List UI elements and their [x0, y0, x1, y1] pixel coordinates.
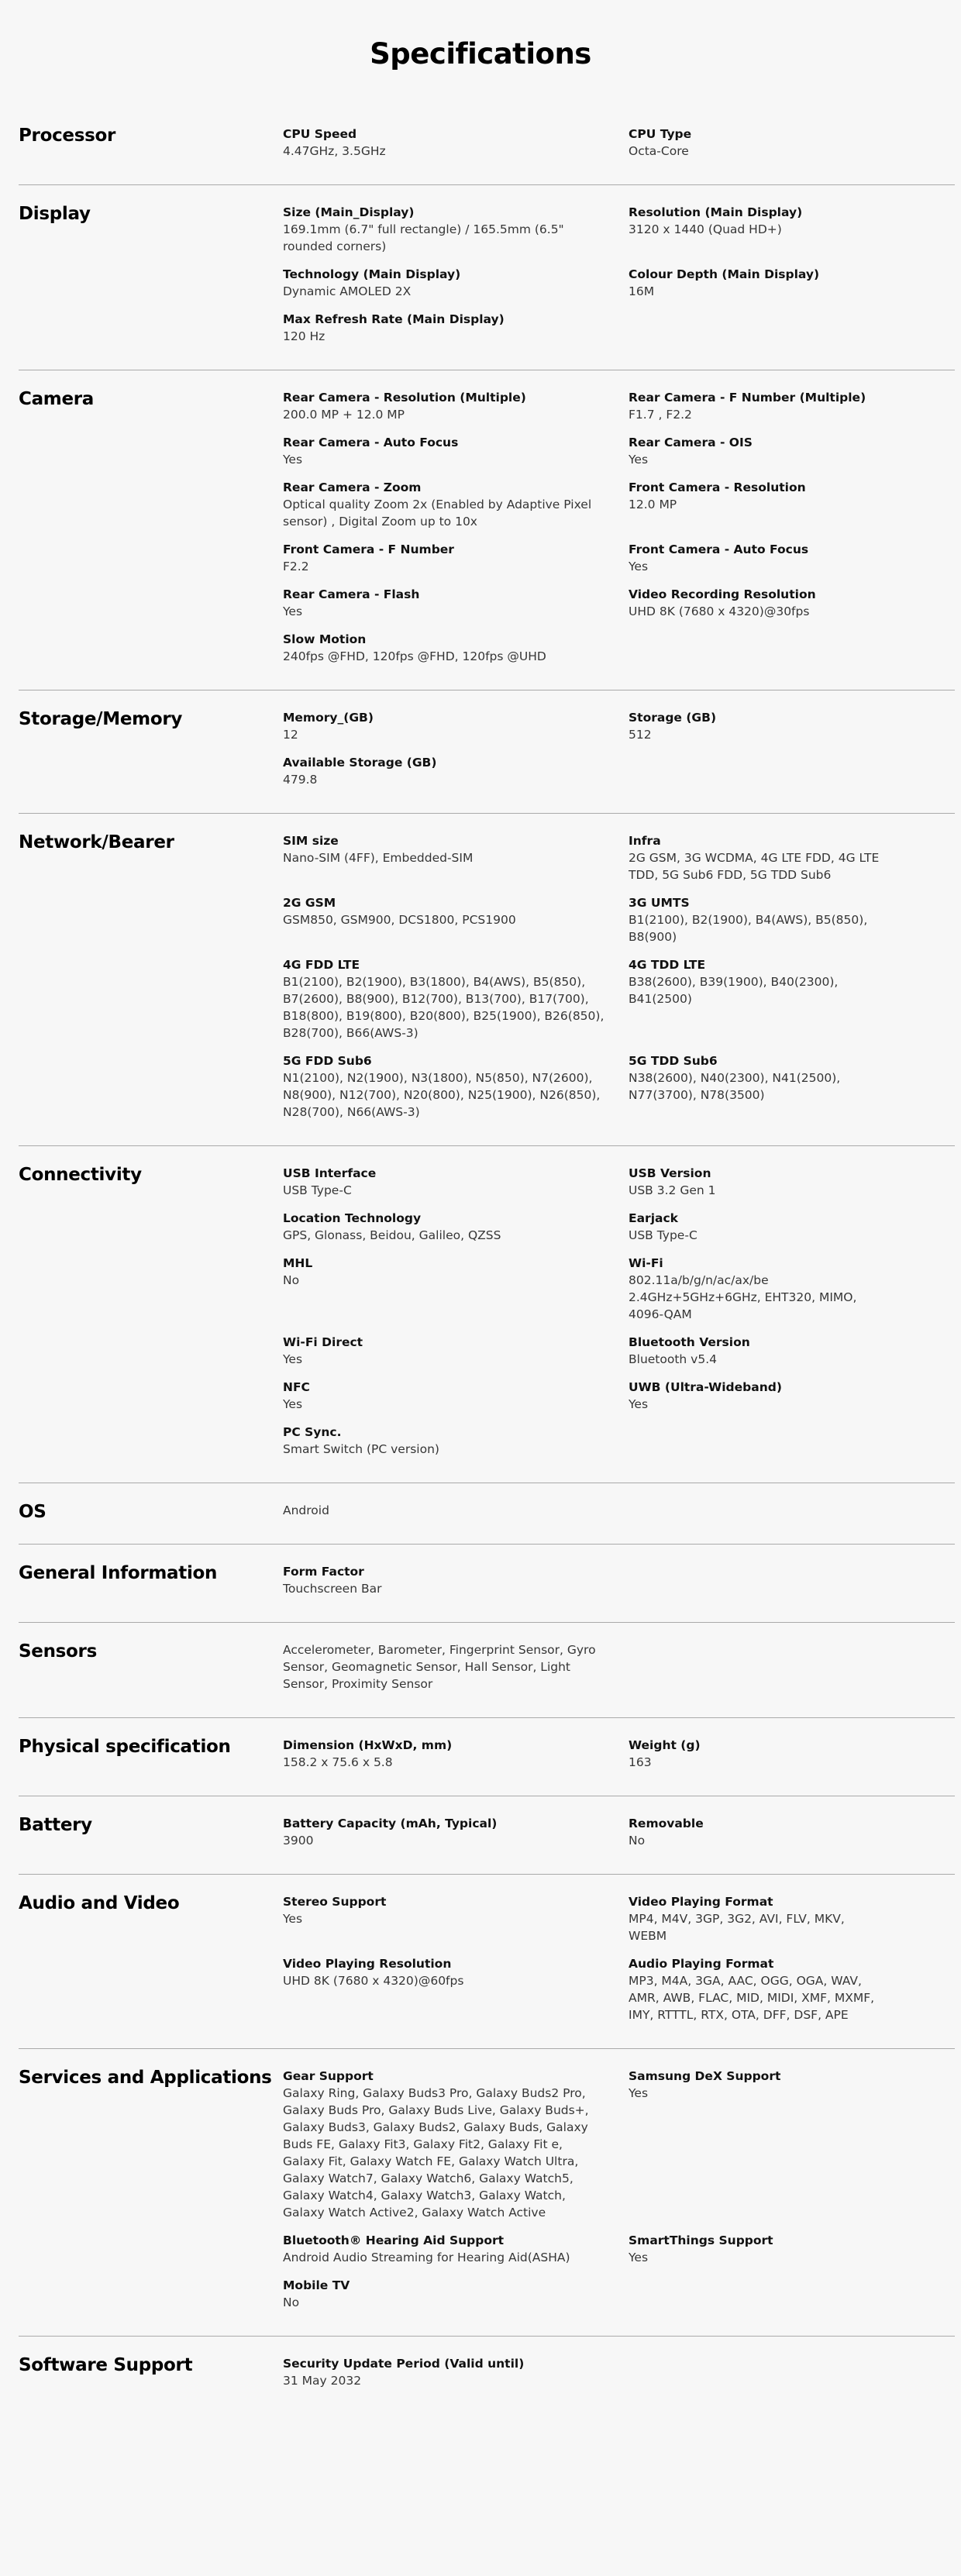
- spec-label: CPU Speed: [283, 127, 357, 141]
- spec-value: Yes: [629, 453, 649, 467]
- spec-item: [629, 389, 908, 423]
- spec-label: Storage (GB): [629, 711, 717, 725]
- spec-value: B1(2100), B2(1900), B4(AWS), B5(850), B8(900): [629, 913, 868, 944]
- spec-item: [283, 311, 629, 345]
- spec-section-physical-specification: [19, 1717, 955, 1796]
- spec-item: [283, 2355, 629, 2389]
- spec-section-connectivity: [19, 1145, 955, 1483]
- section-title: Services and Applications: [19, 2068, 272, 2088]
- spec-section-processor: [19, 85, 955, 184]
- spec-value: Nano-SIM (4FF), Embedded-SIM: [283, 851, 474, 865]
- spec-item: [629, 1379, 908, 1413]
- spec-grid: [283, 1815, 955, 1849]
- spec-label: Video Recording Resolution: [629, 587, 816, 601]
- spec-item: [283, 1424, 629, 1458]
- spec-value: Yes: [283, 1397, 303, 1411]
- spec-label: Gear Support: [283, 2069, 374, 2083]
- spec-label: Rear Camera - Flash: [283, 587, 420, 601]
- spec-value: 802.11a/b/g/n/ac/ax/be 2.4GHz+5GHz+6GHz, EHT320, MIMO, 4096-QAM: [629, 1273, 857, 1321]
- spec-value: 479.8: [283, 773, 318, 787]
- spec-value: Galaxy Ring, Galaxy Buds3 Pro, Galaxy Buds2 Pro, Galaxy Buds Pro, Galaxy Buds Live, Galaxy Buds+, Galaxy Buds3, Galaxy Buds2, Galaxy Buds, Galaxy Buds FE, Galaxy Fit3, Galaxy Fit2, Galaxy Fit e, Galaxy Fit, Galaxy Watch FE, Galaxy Watch Ultra, Galaxy Watch7, Galaxy Watch6, Galaxy Watch5, Galaxy Watch4, Galaxy Watch3, Galaxy Watch, Galaxy Watch Active2, Galaxy Watch Active: [283, 2086, 589, 2220]
- spec-label: Front Camera - Resolution: [629, 480, 806, 494]
- section-title: Sensors: [19, 1641, 97, 1662]
- spec-label: Weight (g): [629, 1738, 701, 1752]
- spec-item: [283, 2232, 629, 2266]
- spec-value: UHD 8K (7680 x 4320)@60fps: [283, 1974, 464, 1988]
- spec-item: [283, 2277, 629, 2311]
- spec-value: 12: [283, 728, 298, 742]
- spec-item: [283, 1641, 629, 1693]
- spec-value: Yes: [283, 604, 303, 618]
- spec-item: [629, 126, 908, 160]
- spec-label: Size (Main_Display): [283, 205, 415, 219]
- spec-item: [283, 1379, 629, 1413]
- spec-label: Rear Camera - OIS: [629, 436, 753, 449]
- spec-label: UWB (Ultra-Wideband): [629, 1380, 782, 1394]
- section-title: OS: [19, 1502, 46, 1522]
- spec-value: 200.0 MP + 12.0 MP: [283, 408, 405, 422]
- spec-label: Available Storage (GB): [283, 756, 437, 770]
- spec-item: [283, 1210, 629, 1244]
- spec-label: 4G FDD LTE: [283, 958, 360, 972]
- spec-section-sensors: [19, 1622, 955, 1717]
- spec-label: Rear Camera - F Number (Multiple): [629, 391, 866, 405]
- spec-label: Resolution (Main Display): [629, 205, 803, 219]
- spec-item: [283, 266, 629, 300]
- spec-item: [629, 1052, 908, 1121]
- spec-label: CPU Type: [629, 127, 692, 141]
- spec-label: Memory_(GB): [283, 711, 374, 725]
- section-title: Processor: [19, 126, 116, 146]
- spec-label: USB Interface: [283, 1166, 377, 1180]
- spec-item: [629, 1815, 908, 1849]
- spec-label: Rear Camera - Resolution (Multiple): [283, 391, 526, 405]
- spec-section-general-information: [19, 1544, 955, 1622]
- section-title: Storage/Memory: [19, 709, 183, 729]
- spec-value: 3120 x 1440 (Quad HD+): [629, 222, 782, 236]
- spec-value: 12.0 MP: [629, 498, 677, 511]
- spec-label: Battery Capacity (mAh, Typical): [283, 1817, 498, 1830]
- spec-value: B38(2600), B39(1900), B40(2300), B41(2500): [629, 975, 839, 1006]
- spec-item: [283, 1955, 629, 2023]
- spec-section-services-and-applications: [19, 2048, 955, 2336]
- spec-grid: [283, 709, 955, 788]
- spec-item: [283, 389, 629, 423]
- spec-item: [283, 754, 629, 788]
- spec-value: Accelerometer, Barometer, Fingerprint Sensor, Gyro Sensor, Geomagnetic Sensor, Hall Sensor, Light Sensor, Proximity Sensor: [283, 1643, 596, 1691]
- spec-section-software-support: [19, 2336, 955, 2414]
- spec-value: USB 3.2 Gen 1: [629, 1183, 716, 1197]
- spec-value: GPS, Glonass, Beidou, Galileo, QZSS: [283, 1228, 501, 1242]
- spec-value: Optical quality Zoom 2x (Enabled by Adaptive Pixel sensor) , Digital Zoom up to 10x: [283, 498, 592, 529]
- spec-label: SIM size: [283, 834, 339, 848]
- spec-value: UHD 8K (7680 x 4320)@30fps: [629, 604, 810, 618]
- spec-item: [283, 1052, 629, 1121]
- spec-value: 240fps @FHD, 120fps @FHD, 120fps @UHD: [283, 649, 546, 663]
- page-title: Specifications: [370, 37, 591, 71]
- spec-item: [629, 1165, 908, 1199]
- spec-value: No: [283, 1273, 300, 1287]
- spec-label: Max Refresh Rate (Main Display): [283, 312, 505, 326]
- spec-grid: [283, 126, 955, 160]
- spec-item: [283, 1165, 629, 1199]
- spec-item: [283, 1815, 629, 1849]
- spec-value: Yes: [283, 1352, 303, 1366]
- spec-label: Video Playing Format: [629, 1895, 773, 1909]
- spec-item: [629, 1893, 908, 1944]
- spec-value: USB Type-C: [283, 1183, 352, 1197]
- spec-value: 120 Hz: [283, 329, 326, 343]
- section-title: Network/Bearer: [19, 832, 174, 852]
- spec-value: Octa-Core: [629, 144, 689, 158]
- spec-value: Yes: [283, 453, 303, 467]
- spec-item: [629, 1210, 908, 1244]
- spec-label: PC Sync.: [283, 1425, 342, 1439]
- spec-grid: [283, 2068, 955, 2311]
- spec-grid: [283, 2355, 955, 2389]
- spec-label: 5G FDD Sub6: [283, 1054, 372, 1068]
- spec-label: Audio Playing Format: [629, 1957, 774, 1971]
- spec-item: [629, 586, 908, 620]
- spec-grid: [283, 1737, 955, 1771]
- spec-label: Front Camera - F Number: [283, 542, 454, 556]
- spec-section-battery: [19, 1796, 955, 1874]
- spec-value: Smart Switch (PC version): [283, 1442, 439, 1456]
- spec-value: F1.7 , F2.2: [629, 408, 692, 422]
- spec-value: Touchscreen Bar: [283, 1582, 382, 1596]
- spec-label: 3G UMTS: [629, 896, 690, 910]
- spec-item: [629, 1955, 908, 2023]
- spec-label: Wi-Fi: [629, 1256, 663, 1270]
- spec-value: MP3, M4A, 3GA, AAC, OGG, OGA, WAV, AMR, AWB, FLAC, MID, MIDI, XMF, MXMF, IMY, RTTTL, RTX, OTA, DFF, DSF, APE: [629, 1974, 875, 2022]
- spec-item: [629, 434, 908, 468]
- spec-value: GSM850, GSM900, DCS1800, PCS1900: [283, 913, 516, 927]
- spec-grid: [283, 1165, 955, 1458]
- spec-value: F2.2: [283, 560, 309, 573]
- spec-label: Stereo Support: [283, 1895, 387, 1909]
- spec-value: Bluetooth v5.4: [629, 1352, 717, 1366]
- spec-item: [283, 1563, 629, 1597]
- spec-label: Mobile TV: [283, 2278, 350, 2292]
- spec-item: [283, 434, 629, 468]
- spec-label: SmartThings Support: [629, 2233, 773, 2247]
- spec-item: [629, 2232, 908, 2266]
- section-title: Audio and Video: [19, 1893, 180, 1913]
- spec-label: 4G TDD LTE: [629, 958, 706, 972]
- spec-section-display: [19, 184, 955, 370]
- spec-value: Android Audio Streaming for Hearing Aid(ASHA): [283, 2251, 570, 2264]
- spec-label: Slow Motion: [283, 632, 367, 646]
- spec-label: Front Camera - Auto Focus: [629, 542, 809, 556]
- spec-value: MP4, M4V, 3GP, 3G2, AVI, FLV, MKV, WEBM: [629, 1912, 845, 1943]
- spec-label: Rear Camera - Auto Focus: [283, 436, 459, 449]
- spec-section-network-bearer: [19, 813, 955, 1145]
- spec-label: Dimension (HxWxD, mm): [283, 1738, 453, 1752]
- spec-section-camera: [19, 370, 955, 690]
- spec-item: [283, 541, 629, 575]
- spec-item: [629, 204, 908, 255]
- spec-label: Earjack: [629, 1211, 678, 1225]
- section-title: Software Support: [19, 2355, 193, 2375]
- spec-item: [283, 894, 629, 945]
- spec-value: B1(2100), B2(1900), B3(1800), B4(AWS), B5(850), B7(2600), B8(900), B12(700), B13(700), B17(700), B18(800), B19(800), B20(800), B25(1900), B26(850), B28(700), B66(AWS-3): [283, 975, 604, 1040]
- spec-item: [629, 541, 908, 575]
- spec-label: MHL: [283, 1256, 313, 1270]
- spec-label: Infra: [629, 834, 661, 848]
- spec-grid: [283, 1563, 955, 1597]
- spec-label: Bluetooth® Hearing Aid Support: [283, 2233, 505, 2247]
- spec-item: [629, 2068, 908, 2221]
- spec-item: [629, 709, 908, 743]
- spec-value: 158.2 x 75.6 x 5.8: [283, 1755, 393, 1769]
- spec-value: 16M: [629, 284, 655, 298]
- spec-value: USB Type-C: [629, 1228, 698, 1242]
- spec-value: Yes: [629, 1397, 649, 1411]
- spec-value: N38(2600), N40(2300), N41(2500), N77(3700), N78(3500): [629, 1071, 841, 1102]
- spec-value: N1(2100), N2(1900), N3(1800), N5(850), N7(2600), N8(900), N12(700), N20(800), N25(1900), N26(850), N28(700), N66(AWS-3): [283, 1071, 601, 1119]
- spec-label: Rear Camera - Zoom: [283, 480, 422, 494]
- spec-label: Removable: [629, 1817, 704, 1830]
- spec-item: [283, 1893, 629, 1944]
- spec-item: [629, 1334, 908, 1368]
- spec-item: [283, 709, 629, 743]
- spec-label: Video Playing Resolution: [283, 1957, 452, 1971]
- spec-label: 5G TDD Sub6: [629, 1054, 718, 1068]
- spec-value: Android: [283, 1503, 329, 1517]
- spec-item: [283, 2068, 629, 2221]
- spec-value: 4.47GHz, 3.5GHz: [283, 144, 386, 158]
- section-title: Connectivity: [19, 1165, 142, 1185]
- section-title: Physical specification: [19, 1737, 231, 1757]
- spec-item: [283, 1502, 629, 1519]
- spec-item: [629, 894, 908, 945]
- spec-item: [629, 832, 908, 883]
- spec-value: 3900: [283, 1834, 314, 1848]
- spec-item: [283, 1737, 629, 1771]
- spec-label: Bluetooth Version: [629, 1335, 750, 1349]
- section-title: Battery: [19, 1815, 92, 1835]
- spec-label: Form Factor: [283, 1565, 364, 1579]
- spec-label: Samsung DeX Support: [629, 2069, 781, 2083]
- spec-item: [283, 956, 629, 1042]
- spec-item: [629, 1737, 908, 1771]
- spec-grid: [283, 204, 955, 345]
- spec-label: 2G GSM: [283, 896, 336, 910]
- spec-value: 169.1mm (6.7" full rectangle) / 165.5mm (6.5" rounded corners): [283, 222, 564, 253]
- spec-label: Security Update Period (Valid until): [283, 2357, 525, 2371]
- spec-label: USB Version: [629, 1166, 711, 1180]
- spec-item: [283, 586, 629, 620]
- spec-value: 512: [629, 728, 652, 742]
- spec-label: NFC: [283, 1380, 310, 1394]
- spec-grid: [283, 832, 955, 1121]
- spec-item: [283, 126, 629, 160]
- spec-value: No: [629, 1834, 646, 1848]
- spec-value: No: [283, 2295, 300, 2309]
- spec-item: [283, 832, 629, 883]
- spec-value: Yes: [629, 2251, 649, 2264]
- spec-value: 2G GSM, 3G WCDMA, 4G LTE FDD, 4G LTE TDD, 5G Sub6 FDD, 5G TDD Sub6: [629, 851, 880, 882]
- section-title: Display: [19, 204, 91, 224]
- spec-value: 31 May 2032: [283, 2374, 362, 2388]
- spec-item: [283, 1255, 629, 1323]
- spec-label: Wi-Fi Direct: [283, 1335, 363, 1349]
- spec-grid: [283, 389, 955, 665]
- spec-item: [283, 204, 629, 255]
- spec-grid: [283, 1641, 955, 1693]
- spec-section-os: [19, 1483, 955, 1544]
- spec-item: [629, 266, 908, 300]
- spec-value: 163: [629, 1755, 652, 1769]
- spec-label: Technology (Main Display): [283, 267, 461, 281]
- spec-value: Yes: [283, 1912, 303, 1926]
- spec-grid: [283, 1893, 955, 2023]
- spec-label: Colour Depth (Main Display): [629, 267, 820, 281]
- spec-item: [629, 956, 908, 1042]
- spec-item: [283, 631, 629, 665]
- spec-item: [629, 1255, 908, 1323]
- section-title: General Information: [19, 1563, 218, 1583]
- spec-value: Yes: [629, 560, 649, 573]
- section-title: Camera: [19, 389, 95, 409]
- spec-label: Location Technology: [283, 1211, 422, 1225]
- spec-section-storage-memory: [19, 690, 955, 813]
- spec-value: Yes: [629, 2086, 649, 2100]
- spec-item: [629, 479, 908, 530]
- spec-sections: [0, 85, 961, 2414]
- spec-section-audio-and-video: [19, 1874, 955, 2048]
- spec-value: Dynamic AMOLED 2X: [283, 284, 412, 298]
- spec-item: [283, 1334, 629, 1368]
- spec-grid: [283, 1502, 955, 1519]
- spec-item: [283, 479, 629, 530]
